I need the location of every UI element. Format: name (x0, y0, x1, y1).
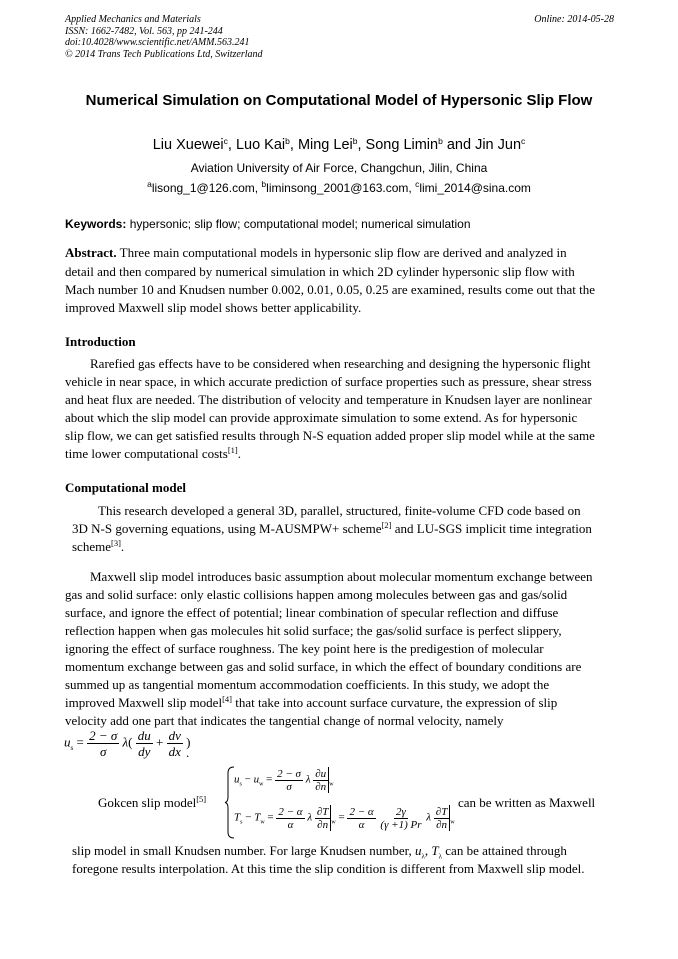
cm-p2-line-4: reflection happen when gas molecules hit solid surface; the gas/solid surface is perfect slippery, (65, 623, 562, 638)
cm-p2-line-2: gas and solid surface: only elastic collisions happen among molecules between gas and gas/solid (65, 587, 568, 602)
cm-p2-line-7: summed up as tangential momentum accommodation coefficients. In this study, we adopt the (65, 677, 550, 692)
intro-line-1: Rarefied gas effects have to be considered when researching and designing the hypersonic flight (90, 356, 591, 371)
section-heading-introduction: Introduction (65, 334, 136, 349)
author-affil-sup: c (223, 136, 228, 146)
cm-p2-line-5: ignoring the effect of surface roughness. The key point here is the predigestion of molecular (65, 641, 544, 656)
email-list: $^a$lisong_1@126.com, $^b$liminsong_2001@163.com, $^c$limi_2014@sina.com (147, 179, 531, 195)
journal-header (65, 14, 263, 60)
cm-p1-line-2: 3D N-S governing equations, using M-AUSMPW+ scheme[2] and LU-SGS implicit time integration (72, 520, 592, 536)
intro-line-3: and heat flux are needed. The distribution of velocity and temperature in Knudsen layer are nonlinear (65, 392, 592, 407)
author-name: Ming Lei (297, 137, 353, 153)
journal-name: Applied Mechanics and Materials (65, 14, 201, 25)
author-affil-sup: b (285, 136, 290, 146)
intro-line-4: about which the slip model can provide approximate simulation to some extend. As for hypersonic (65, 410, 578, 425)
intro-line-2: vehicle in near space, in which accurate prediction of surface properties such as pressure, shear stress (65, 374, 592, 389)
intro-line-5: slip flow, we can get satisfied results through N-S equation added proper slip model while at the same (65, 428, 595, 443)
keywords-text: hypersonic; slip flow; computational model; numerical simulation (129, 217, 471, 231)
copyright-line: © 2014 Trans Tech Publications Ltd, Switzerland (65, 48, 263, 60)
cm-p2-line-8: improved Maxwell slip model[4] that take into account surface curvature, the expression of slip (65, 694, 558, 710)
author-name: Liu Xuewei (152, 137, 224, 153)
slip-velocity-equation: $u_s$ = $\frac{2 - \sigma}{\sigma}$ λ( $\frac{du}{dy}$ + $\frac{dv}{dx}$ ) (64, 728, 191, 759)
gokcen-after-text: can be written as Maxwell (458, 795, 596, 810)
citation-ref[interactable]: [3] (110, 538, 121, 548)
cm-p2-line-6: momentum exchange between gas and solid surface, in which the effect of boundary conditions are (65, 659, 582, 674)
intro-line-6: time lower computational costs[1]. (65, 445, 241, 461)
email-link[interactable]: limi_2014@sina.com (419, 181, 531, 195)
abstract-label: Abstract. (65, 245, 117, 260)
cm-p3-line-2: foregone results interpolation. At this time the slip condition is different from Maxwell slip model. (72, 861, 585, 876)
email-link[interactable]: liminsong_2001@163.com (266, 181, 409, 195)
equation-period: . (186, 745, 190, 760)
author-list: Liu Xuewei$^c$, Luo Kai$^b$, Ming Lei$^b$, Song Limin$^b$ and Jin Jun$^c$ (152, 136, 526, 153)
gokcen-equation-system (224, 765, 454, 840)
doi-line: doi:10.4028/www.scientific.net/AMM.563.241 (65, 37, 250, 48)
cm-p1-line-3: scheme[3]. (72, 538, 125, 554)
citation-ref[interactable]: [5] (196, 794, 207, 804)
section-heading-computational-model: Computational model (65, 480, 186, 495)
cm-p2-line-9: velocity add one part that indicates the tangential change of normal velocity, namely (65, 713, 504, 728)
citation-ref[interactable]: [4] (222, 694, 232, 704)
paper-title: Numerical Simulation on Computational Model of Hypersonic Slip Flow (85, 92, 593, 109)
abstract-line-2: detail and then compared by numerical simulation in which 2D cylinder hypersonic slip flow with (65, 264, 575, 279)
author-affil-sup: c (521, 136, 526, 146)
author-name: Luo Kai (235, 137, 286, 153)
keywords (65, 217, 471, 231)
email-link[interactable]: lisong_1@126.com (151, 181, 255, 195)
author-affil-sup: b (438, 136, 443, 146)
cm-p3-line-1: slip model in small Knudsen number. For large Knudsen number, $u_\lambda$, $T_\lambda$ can be attained through (72, 843, 567, 861)
author-name: Jin Jun (475, 137, 522, 153)
online-date: Online: 2014-05-28 (534, 14, 614, 25)
cm-p2-line-1: Maxwell slip model introduces basic assumption about molecular momentum exchange between (90, 569, 593, 584)
gokcen-temperature-row: $T_s - T_w$ = $\frac{2 - \alpha}{\alpha}$ λ $\frac{\partial T}{\partial n}$ $_w$ = $\frac{2 - \alpha}{\alpha}$ $\frac{2\gamma}{(\gamma +1) Pr}$ λ $\frac{\partial T}{\partial n}$ $_w$ (234, 805, 455, 831)
abstract-line-4: improved Maxwell slip model shows better applicability. (65, 300, 362, 315)
abstract-line-3: Mach number 10 and Knudsen number 0.002, 0.01, 0.05, 0.25 are examined, results come out that the (65, 282, 595, 297)
gokcen-velocity-row: $u_s - u_w$ = $\frac{2 - \sigma}{\sigma}$ λ $\frac{\partial u}{\partial n}$ $_w$ (234, 767, 334, 793)
affiliation: Aviation University of Air Force, Changchun, Jilin, China (190, 161, 488, 175)
author-name: Song Limin (365, 137, 439, 153)
keywords-label: Keywords: (65, 217, 127, 231)
issn-line: ISSN: 1662-7482, Vol. 563, pp 241-244 (65, 25, 223, 37)
citation-ref[interactable]: [1] (227, 445, 238, 455)
cm-p1-line-1: This research developed a general 3D, parallel, structured, finite-volume CFD code based on (98, 503, 581, 518)
abstract-line-1: Abstract. Three main computational models in hypersonic slip flow are derived and analyzed in (65, 245, 567, 260)
gokcen-label: Gokcen slip model[5] (98, 794, 207, 810)
author-affil-sup: b (352, 136, 358, 146)
citation-ref[interactable]: [2] (381, 520, 392, 530)
cm-p2-line-3: surface, and ignore the effect of potential; linear combination of specular reflection and diffuse (65, 605, 559, 620)
